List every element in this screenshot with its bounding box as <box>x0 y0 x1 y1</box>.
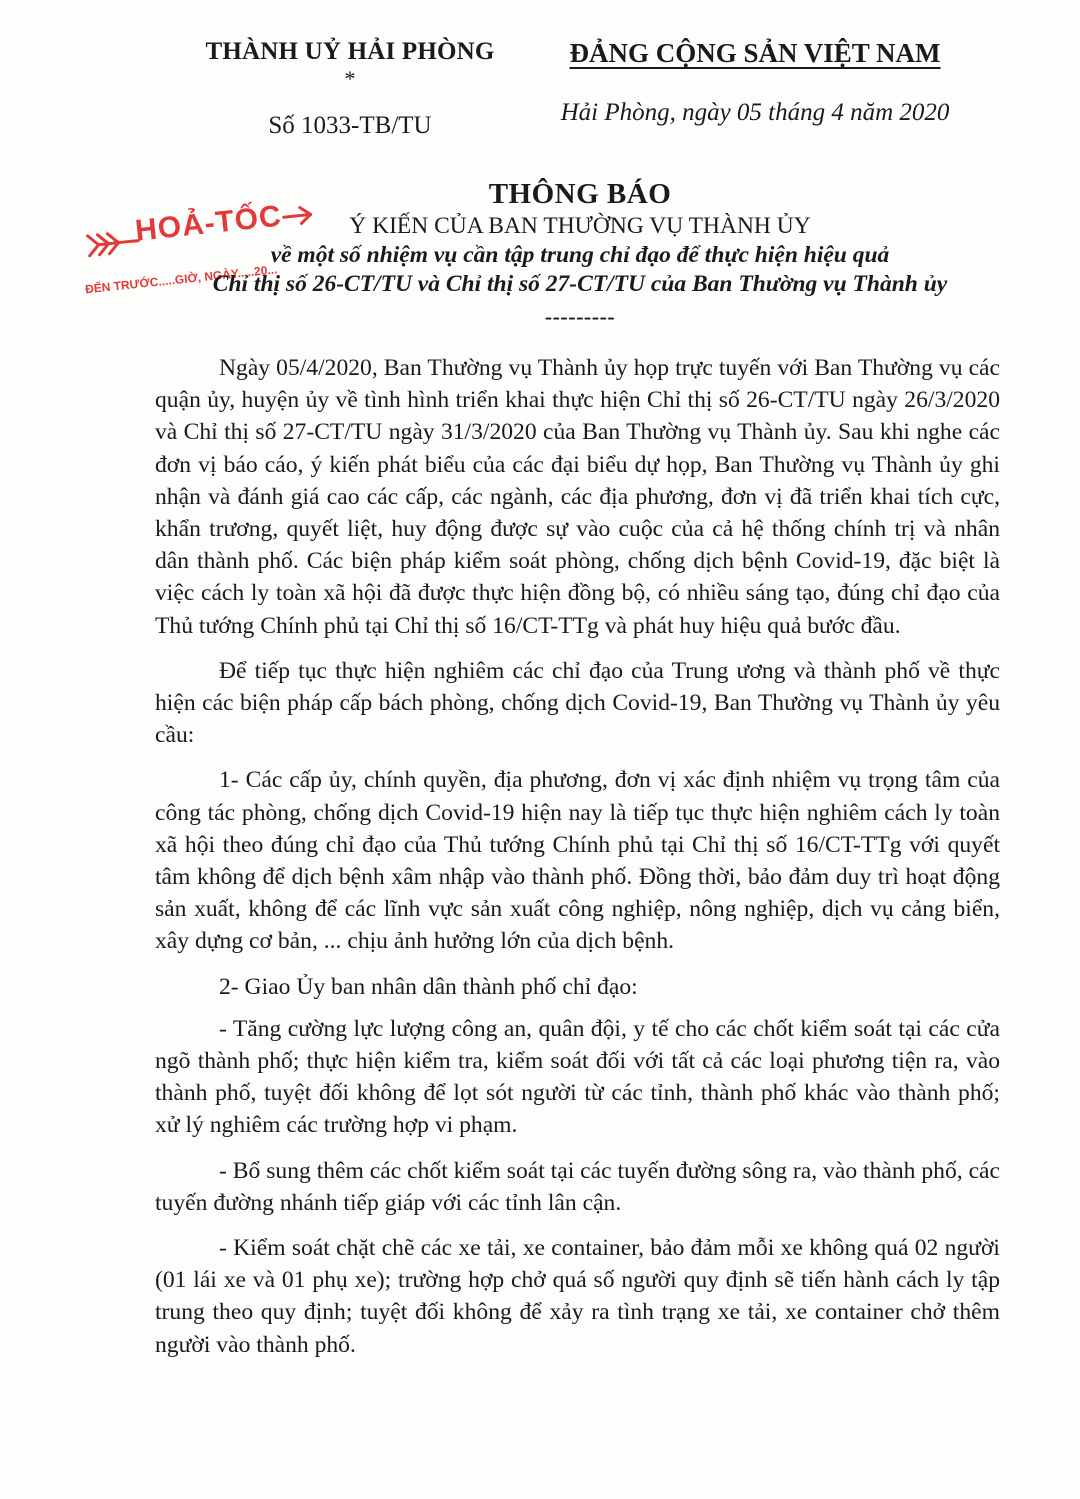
body-paragraph: - Kiểm soát chặt chẽ các xe tải, xe container, bảo đảm mỗi xe không quá 02 người (01 lái xe và 01 phụ xe); trường hợp chở quá số người quy định sẽ tiến hành cách ly tập trung theo quy định; tuyệt đối không để xảy ra tình trạng xe tải, xe container chở thêm người vào thành phố. <box>155 1235 1000 1358</box>
document-title: THÔNG BÁO <box>488 178 672 210</box>
stamp-label: HOẢ-TỐC <box>133 199 284 248</box>
issuer-name: THÀNH UỶ HẢI PHÒNG <box>205 38 495 65</box>
title-block <box>150 178 1010 330</box>
title-line-2: Ý KIẾN CỦA BAN THƯỜNG VỤ THÀNH ỦY <box>349 213 811 239</box>
document-number: Số 1033-TB/TU <box>268 112 432 139</box>
title-line-3: về một số nhiệm vụ cần tập trung chỉ đạo để thực hiện hiệu quả <box>270 242 890 268</box>
body-paragraph: 1- Các cấp ủy, chính quyền, địa phương, đơn vị xác định nhiệm vụ trọng tâm của công tác phòng, chống dịch Covid-19 hiện nay là tiếp tục thực hiện nghiêm cách ly toàn xã hội theo đúng chỉ đạo của Thủ tướng Chính phủ tại Chỉ thị số 16/CT-TTg với quyết tâm không để dịch bệnh xâm nhập vào thành phố. Đồng thời, bảo đảm duy trì hoạt động sản xuất, không để các lĩnh vực sản xuất công nghiệp, nông nghiệp, dịch vụ cảng biển, xây dựng cơ bản, ... chịu ảnh hưởng lớn của dịch bệnh. <box>155 767 1000 955</box>
body-paragraph: - Tăng cường lực lượng công an, quân đội, y tế cho các chốt kiểm soát tại các cửa ngõ thành phố; thực hiện kiểm tra, kiểm soát đối với tất cả các loại phương tiện ra, vào thành phố, tuyệt đối không để lọt sót người từ các tỉnh, thành phố khác vào thành phố; xử lý nghiêm các trường hợp vi phạm. <box>155 1015 1000 1139</box>
date-line: Hải Phòng, ngày 05 tháng 4 năm 2020 <box>560 99 950 126</box>
national-header-block <box>540 38 970 127</box>
body-paragraph: Để tiếp tục thực hiện nghiêm các chỉ đạo của Trung ương và thành phố về thực hiện các biện pháp cấp bách phòng, chống dịch Covid-19, Ban Thường vụ Thành ủy yêu cầu: <box>155 657 1000 749</box>
document-body <box>155 352 1000 1374</box>
star-mark: * <box>344 66 356 91</box>
issuer-block <box>170 38 530 140</box>
party-name: ĐẢNG CỘNG SẢN VIỆT NAM <box>569 38 941 68</box>
body-paragraph: Ngày 05/4/2020, Ban Thường vụ Thành ủy họp trực tuyến với Ban Thường vụ các quận ủy, huyện ủy về tình hình triển khai thực hiện Chỉ thị số 26-CT/TU ngày 26/3/2020 và Chỉ thị số 27-CT/TU ngày 31/3/2020 của Ban Thường vụ Thành ủy. Sau khi nghe các đơn vị báo cáo, ý kiến phát biểu của các đại biểu dự họp, Ban Thường vụ Thành ủy ghi nhận và đánh giá cao các cấp, các ngành, các địa phương, đơn vị đã triển khai tích cực, khẩn trương, quyết liệt, huy động được sự vào cuộc của cả hệ thống chính trị và nhân dân thành phố. Các biện pháp kiểm soát phòng, chống dịch bệnh Covid-19, đặc biệt là việc cách ly toàn xã hội đã được thực hiện đồng bộ, có nhiều sáng tạo, đúng chỉ đạo của Thủ tướng Chính phủ tại Chỉ thị số 16/CT-TTg và phát huy hiệu quả bước đầu. <box>155 355 1000 639</box>
title-line-4: Chỉ thị số 26-CT/TU và Chỉ thị số 27-CT/TU của Ban Thường vụ Thành ủy <box>212 271 948 297</box>
body-paragraph: 2- Giao Ủy ban nhân dân thành phố chỉ đạo: <box>219 973 638 1000</box>
stamp-deadline: ĐẾN TRƯỚC.....GIỜ, NGÀY.....20... <box>84 262 278 297</box>
body-paragraph: - Bổ sung thêm các chốt kiểm soát tại các tuyến đường sông ra, vào thành phố, các tuyến đường nhánh tiếp giáp với các tỉnh lân cận. <box>155 1157 1000 1216</box>
title-separator: --------- <box>544 304 616 329</box>
